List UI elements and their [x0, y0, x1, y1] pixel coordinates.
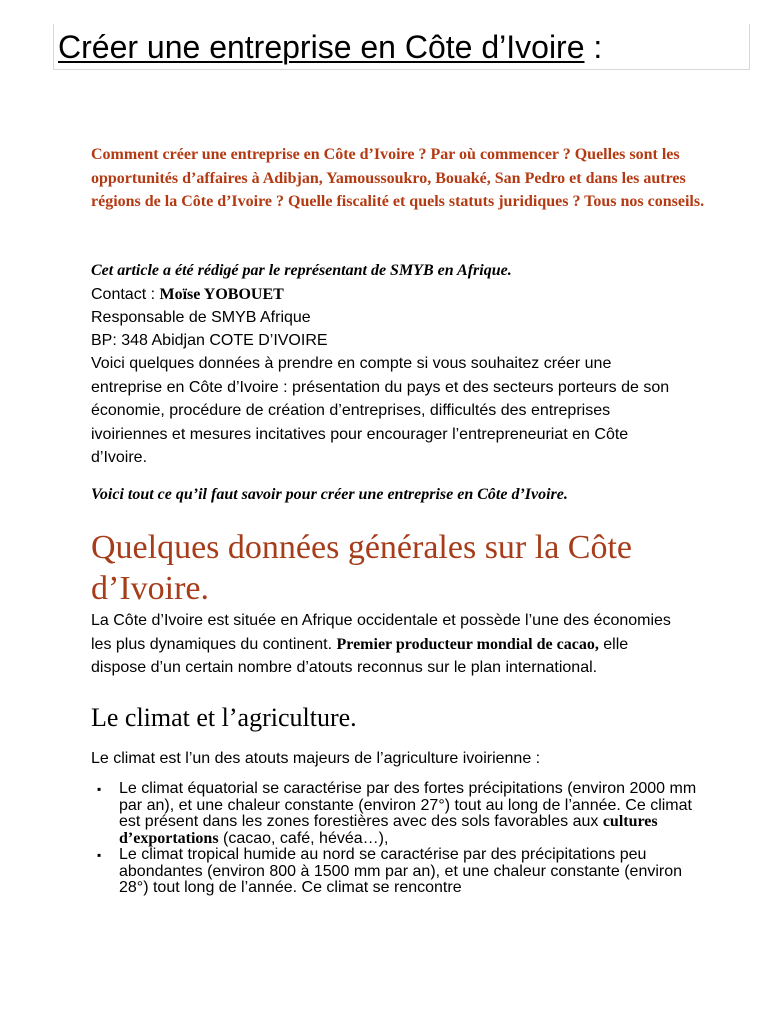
bullet-icon: ▪ [97, 782, 102, 796]
climate-intro: Le climat est l’un des atouts majeurs de l’agriculture ivoirienne : [91, 750, 541, 767]
bullet-text-bold: cultures d’exportations [119, 813, 658, 847]
page-title-suffix: : [584, 29, 603, 65]
list-item [91, 847, 711, 897]
section-general-paragraph [91, 609, 681, 680]
section-general-text-end: elle dispose d’un certain nombre d’atouts reconnus sur le plan international. [91, 635, 629, 676]
intro-paragraph: Comment créer une entreprise en Côte d’Ivoire ? Par où commencer ? Quelles sont les opportunités d’affaires à Adibjan, Yamoussoukro, Bouaké, San Pedro et dans les autres régions de la Côte d’Ivoire ? Quelle fiscalité et quels statuts juridiques ? Tous nos conseils. [91, 146, 705, 210]
bullet-text-end: (cacao, café, hévéa…), [218, 829, 389, 847]
section-general-text-bold: Premier producteur mondial de cacao, [336, 635, 599, 653]
contact-role: Responsable de SMYB Afrique [91, 309, 311, 326]
section-heading-general: Quelques données générales sur la Côte d’Ivoire. [91, 529, 632, 607]
byline: Cet article a été rédigé par le représentant de SMYB en Afrique. [91, 262, 512, 279]
section-general-text-start: La Côte d’Ivoire est située en Afrique occidentale et possède l’une des économies les plus dynamiques du continent. [91, 612, 671, 653]
title-box [53, 24, 750, 70]
bullet-text: Le climat tropical humide au nord se caractérise par des précipitations peu abondantes (environ 800 à 1500 mm par an), et une chaleur constante (environ 28°) tout long de l’année. Ce climat se rencontre [119, 846, 683, 896]
lead-sentence: Voici tout ce qu’il faut savoir pour créer une entreprise en Côte d’Ivoire. [91, 486, 568, 503]
page-title [58, 28, 602, 66]
list-item [91, 781, 711, 847]
bullet-icon: ▪ [97, 848, 102, 862]
contact-label: Contact : [91, 286, 160, 303]
contact-name: Moïse YOBOUET [159, 286, 284, 303]
bullet-text-start: Le climat équatorial se caractérise par des fortes précipitations (environ 2000 mm par an), et une chaleur constante (environ 27°) tout au long de l’année. Ce climat est présent dans les zones forestières avec des sols favorables aux [119, 780, 697, 830]
contact-line [91, 283, 691, 307]
page-title-main: Créer une entreprise en Côte d’Ivoire [58, 29, 585, 65]
overview-paragraph: Voici quelques données à prendre en compte si vous souhaitez créer une entreprise en Côte d’Ivoire : présentation du pays et des secteurs porteurs de son économie, procédure de création d’entreprises, difficultés des entreprises ivoiriennes et mesures incitatives pour encourager l’entrepreneuriat en Côte d’Ivoire. [91, 355, 670, 466]
contact-address: BP: 348 Abidjan COTE D’IVOIRE [91, 332, 328, 349]
climate-list [91, 781, 711, 897]
section-heading-climate: Le climat et l’agriculture. [91, 703, 357, 732]
